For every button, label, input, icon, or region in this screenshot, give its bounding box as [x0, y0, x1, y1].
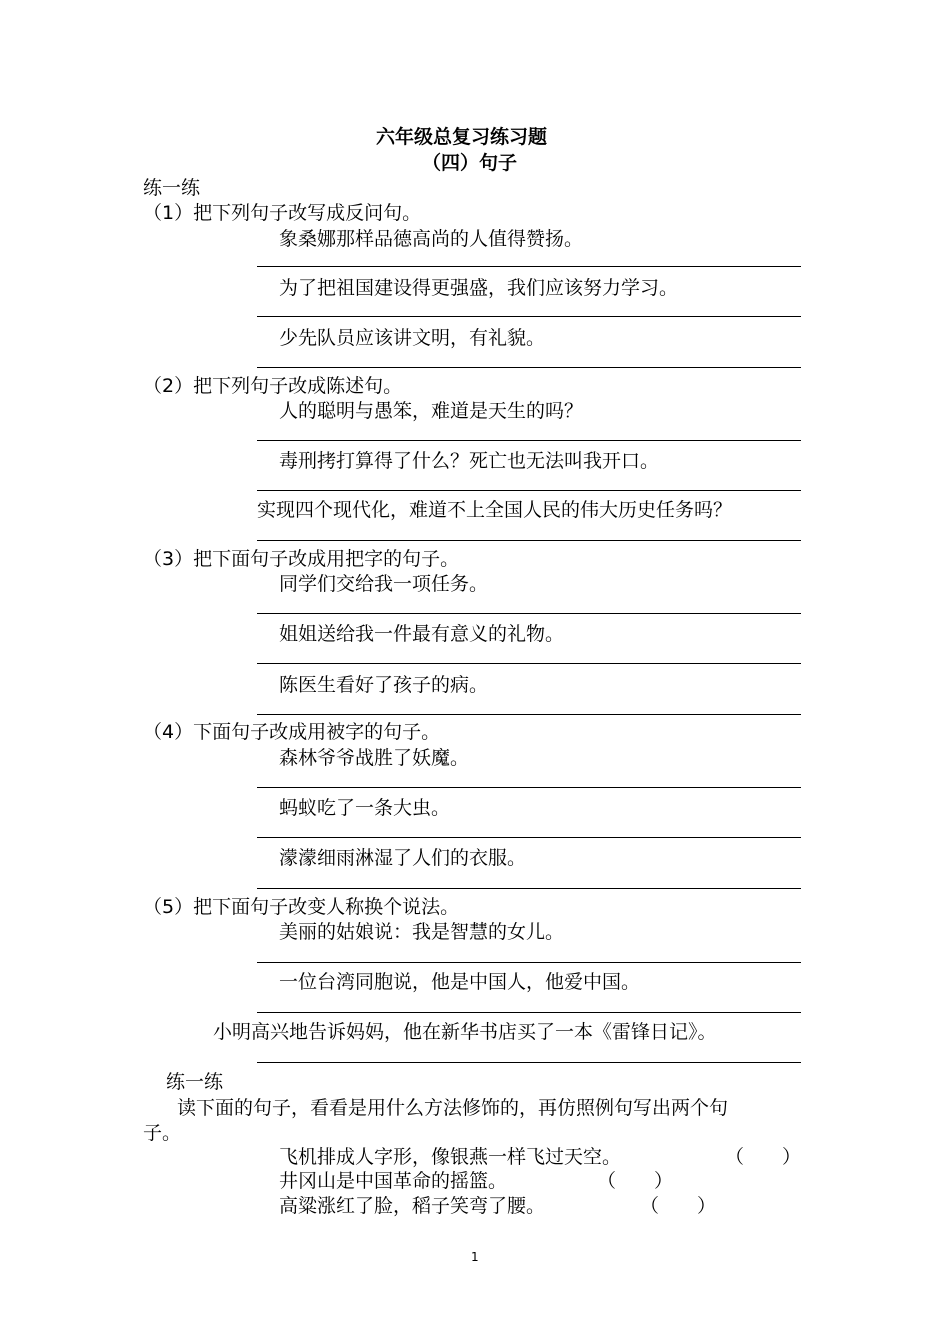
- answer-line[interactable]: [257, 837, 801, 838]
- rhetoric-item: 井冈山是中国革命的摇篮。: [279, 1170, 508, 1192]
- answer-line[interactable]: [257, 962, 801, 963]
- page-subtitle: （四）句子: [422, 152, 518, 174]
- section-heading-1: （1）把下列句子改写成反问句。: [143, 202, 422, 224]
- page-title: 六年级总复习练习题: [376, 126, 548, 148]
- answer-line[interactable]: [257, 787, 801, 788]
- answer-line[interactable]: [257, 613, 801, 614]
- answer-paren[interactable]: （ ）: [725, 1146, 802, 1168]
- question-item: 毒刑拷打算得了什么？死亡也无法叫我开口。: [279, 450, 660, 472]
- answer-line[interactable]: [257, 540, 801, 541]
- question-item: 为了把祖国建设得更强盛，我们应该努力学习。: [279, 277, 679, 299]
- question-item: 小明高兴地告诉妈妈，他在新华书店买了一本《雷锋日记》。: [213, 1021, 717, 1043]
- section-heading-5: （5）把下面句子改变人称换个说法。: [143, 896, 460, 918]
- question-item: 濛濛细雨淋湿了人们的衣服。: [279, 847, 527, 869]
- answer-line[interactable]: [257, 663, 801, 664]
- answer-line[interactable]: [257, 316, 801, 317]
- answer-line[interactable]: [257, 490, 801, 491]
- page-number: 1: [471, 1250, 479, 1264]
- answer-line[interactable]: [257, 367, 801, 368]
- question-item: 人的聪明与愚笨，难道是天生的吗？: [279, 400, 584, 422]
- answer-paren[interactable]: （ ）: [597, 1170, 674, 1192]
- question-item: 少先队员应该讲文明，有礼貌。: [279, 327, 546, 349]
- answer-line[interactable]: [257, 1012, 801, 1013]
- answer-line[interactable]: [257, 1062, 801, 1063]
- answer-line[interactable]: [257, 266, 801, 267]
- question-item: 一位台湾同胞说，他是中国人，他爱中国。: [279, 971, 641, 993]
- section-heading-4: （4）下面句子改成用被字的句子。: [143, 721, 441, 743]
- question-item: 森林爷爷战胜了妖魔。: [279, 747, 470, 769]
- question-item: 实现四个现代化，难道不上全国人民的伟大历史任务吗？: [257, 499, 733, 521]
- answer-paren[interactable]: （ ）: [640, 1195, 717, 1217]
- section-heading-3: （3）把下面句子改成用把字的句子。: [143, 548, 460, 570]
- question-item: 陈医生看好了孩子的病。: [279, 674, 489, 696]
- question-item: 姐姐送给我一件最有意义的礼物。: [279, 623, 565, 645]
- section-heading-2: （2）把下列句子改成陈述句。: [143, 375, 403, 397]
- question-item: 美丽的姑娘说：我是智慧的女儿。: [279, 921, 565, 943]
- rhetoric-item: 飞机排成人字形，像银燕一样飞过天空。: [279, 1146, 622, 1168]
- answer-line[interactable]: [257, 714, 801, 715]
- rhetoric-item: 高粱涨红了脸，稻子笑弯了腰。: [279, 1195, 546, 1217]
- practice-label-1: 练一练: [143, 177, 201, 199]
- instruction-text: 读下面的句子，看看是用什么方法修饰的，再仿照例句写出两个句: [177, 1097, 729, 1119]
- question-item: 蚂蚁吃了一条大虫。: [279, 797, 451, 819]
- answer-line[interactable]: [257, 440, 801, 441]
- answer-line[interactable]: [257, 888, 801, 889]
- instruction-text-continued: 子。: [143, 1122, 182, 1144]
- practice-label-2: 练一练: [166, 1071, 224, 1093]
- question-item: 象桑娜那样品德高尚的人值得赞扬。: [279, 228, 584, 250]
- question-item: 同学们交给我一项任务。: [279, 573, 489, 595]
